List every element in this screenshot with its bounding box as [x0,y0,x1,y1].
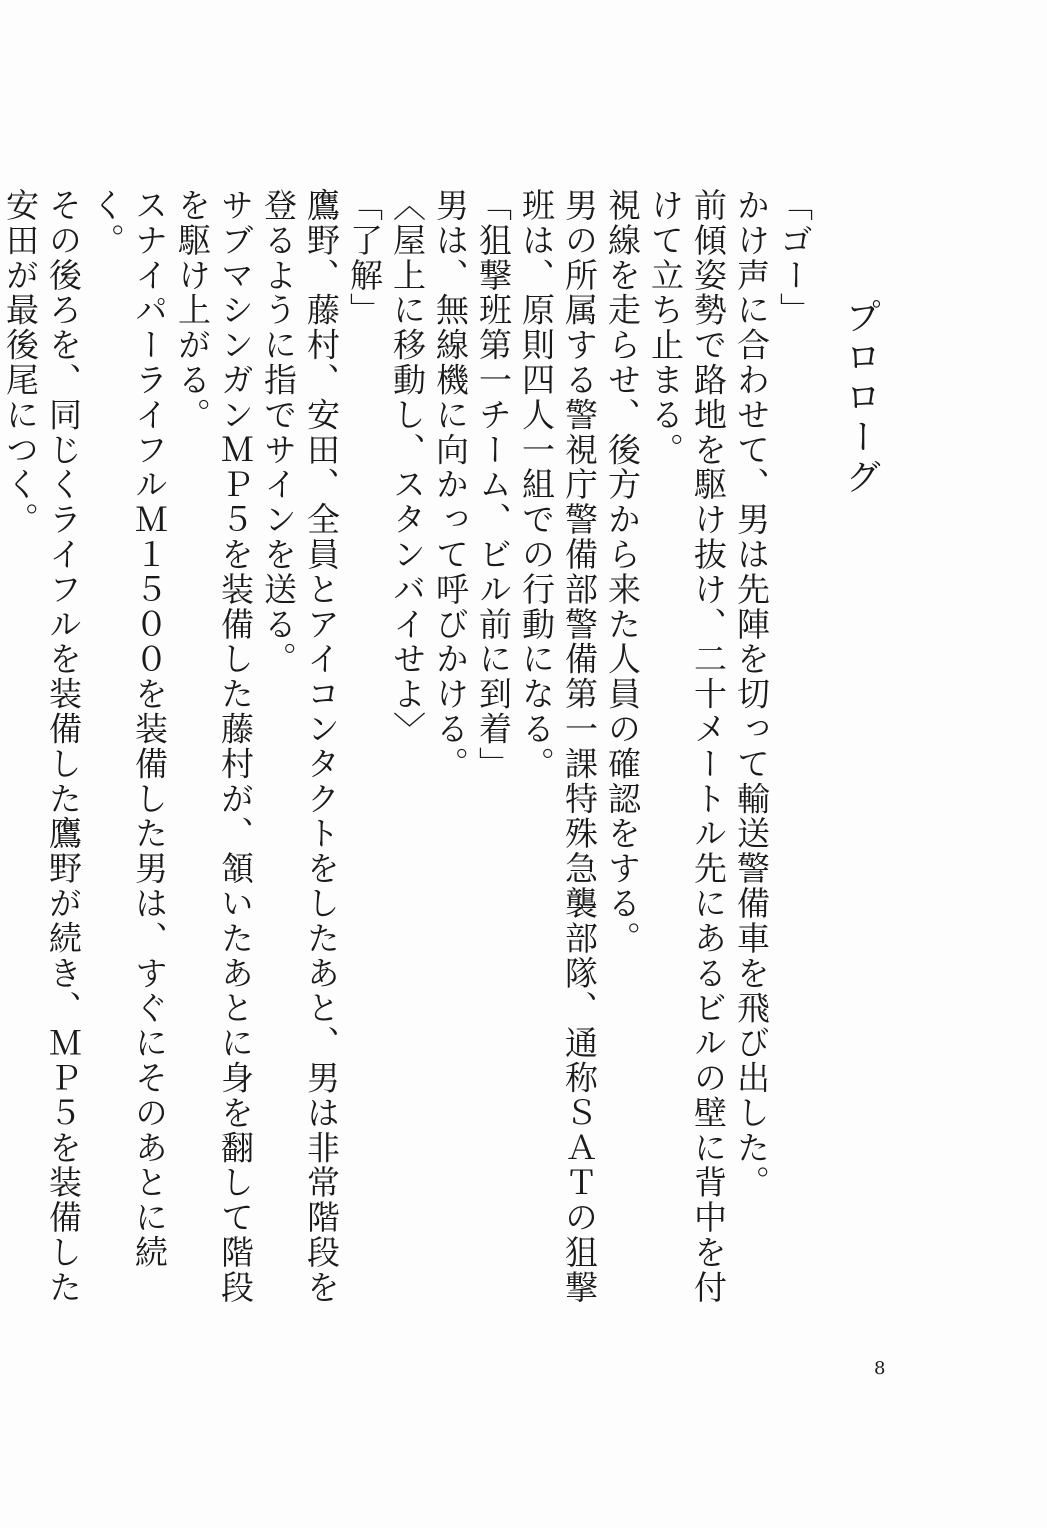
paragraph: その後ろを、同じくライフルを装備した鷹野が続き、ＭＰ５を装備した安田が最後尾につく。 [1,188,83,1305]
paragraph: 男は、無線機に向かって呼びかける。 [431,188,470,782]
paragraph: 「了解」 [345,188,384,328]
paragraph: 視線を走らせ、後方から来た人員の確認をする。 [603,188,642,956]
paragraph: 前傾姿勢で路地を駆け抜け、二十メートル先にあるビルの壁に背中を付けて立ち止まる。 [646,188,728,1305]
page-number: 8 [874,1358,886,1379]
paragraph: かけ声に合わせて、男は先陣を切って輸送警備車を飛び出した。 [732,188,771,1201]
paragraph: 「狙撃班第一チーム、ビル前に到着」 [474,188,513,782]
body-text [0,188,816,1338]
paragraph: 〈屋上に移動し、スタンバイせよ〉 [388,188,427,747]
paragraph: 「ゴー」 [775,188,814,328]
paragraph: スナイパーライフルＭ１５００を装備した男は、すぐにそのあとに続く。 [87,188,169,1270]
paragraph: 男の所属する警視庁警備部警備第一課特殊急襲部隊、通称ＳＡＴの狙撃班は、原則四人一組での行動になる。 [517,188,599,1305]
paragraph: 鷹野、藤村、安田、全員とアイコンタクトをしたあと、男は非常階段を登るように指でサインを送る。 [259,188,341,1305]
paragraph: サブマシンガンＭＰ５を装備した藤村が、頷いたあとに身を翻して階段を駆け上がる。 [173,188,255,1305]
chapter-title: プロローグ [840,298,881,498]
